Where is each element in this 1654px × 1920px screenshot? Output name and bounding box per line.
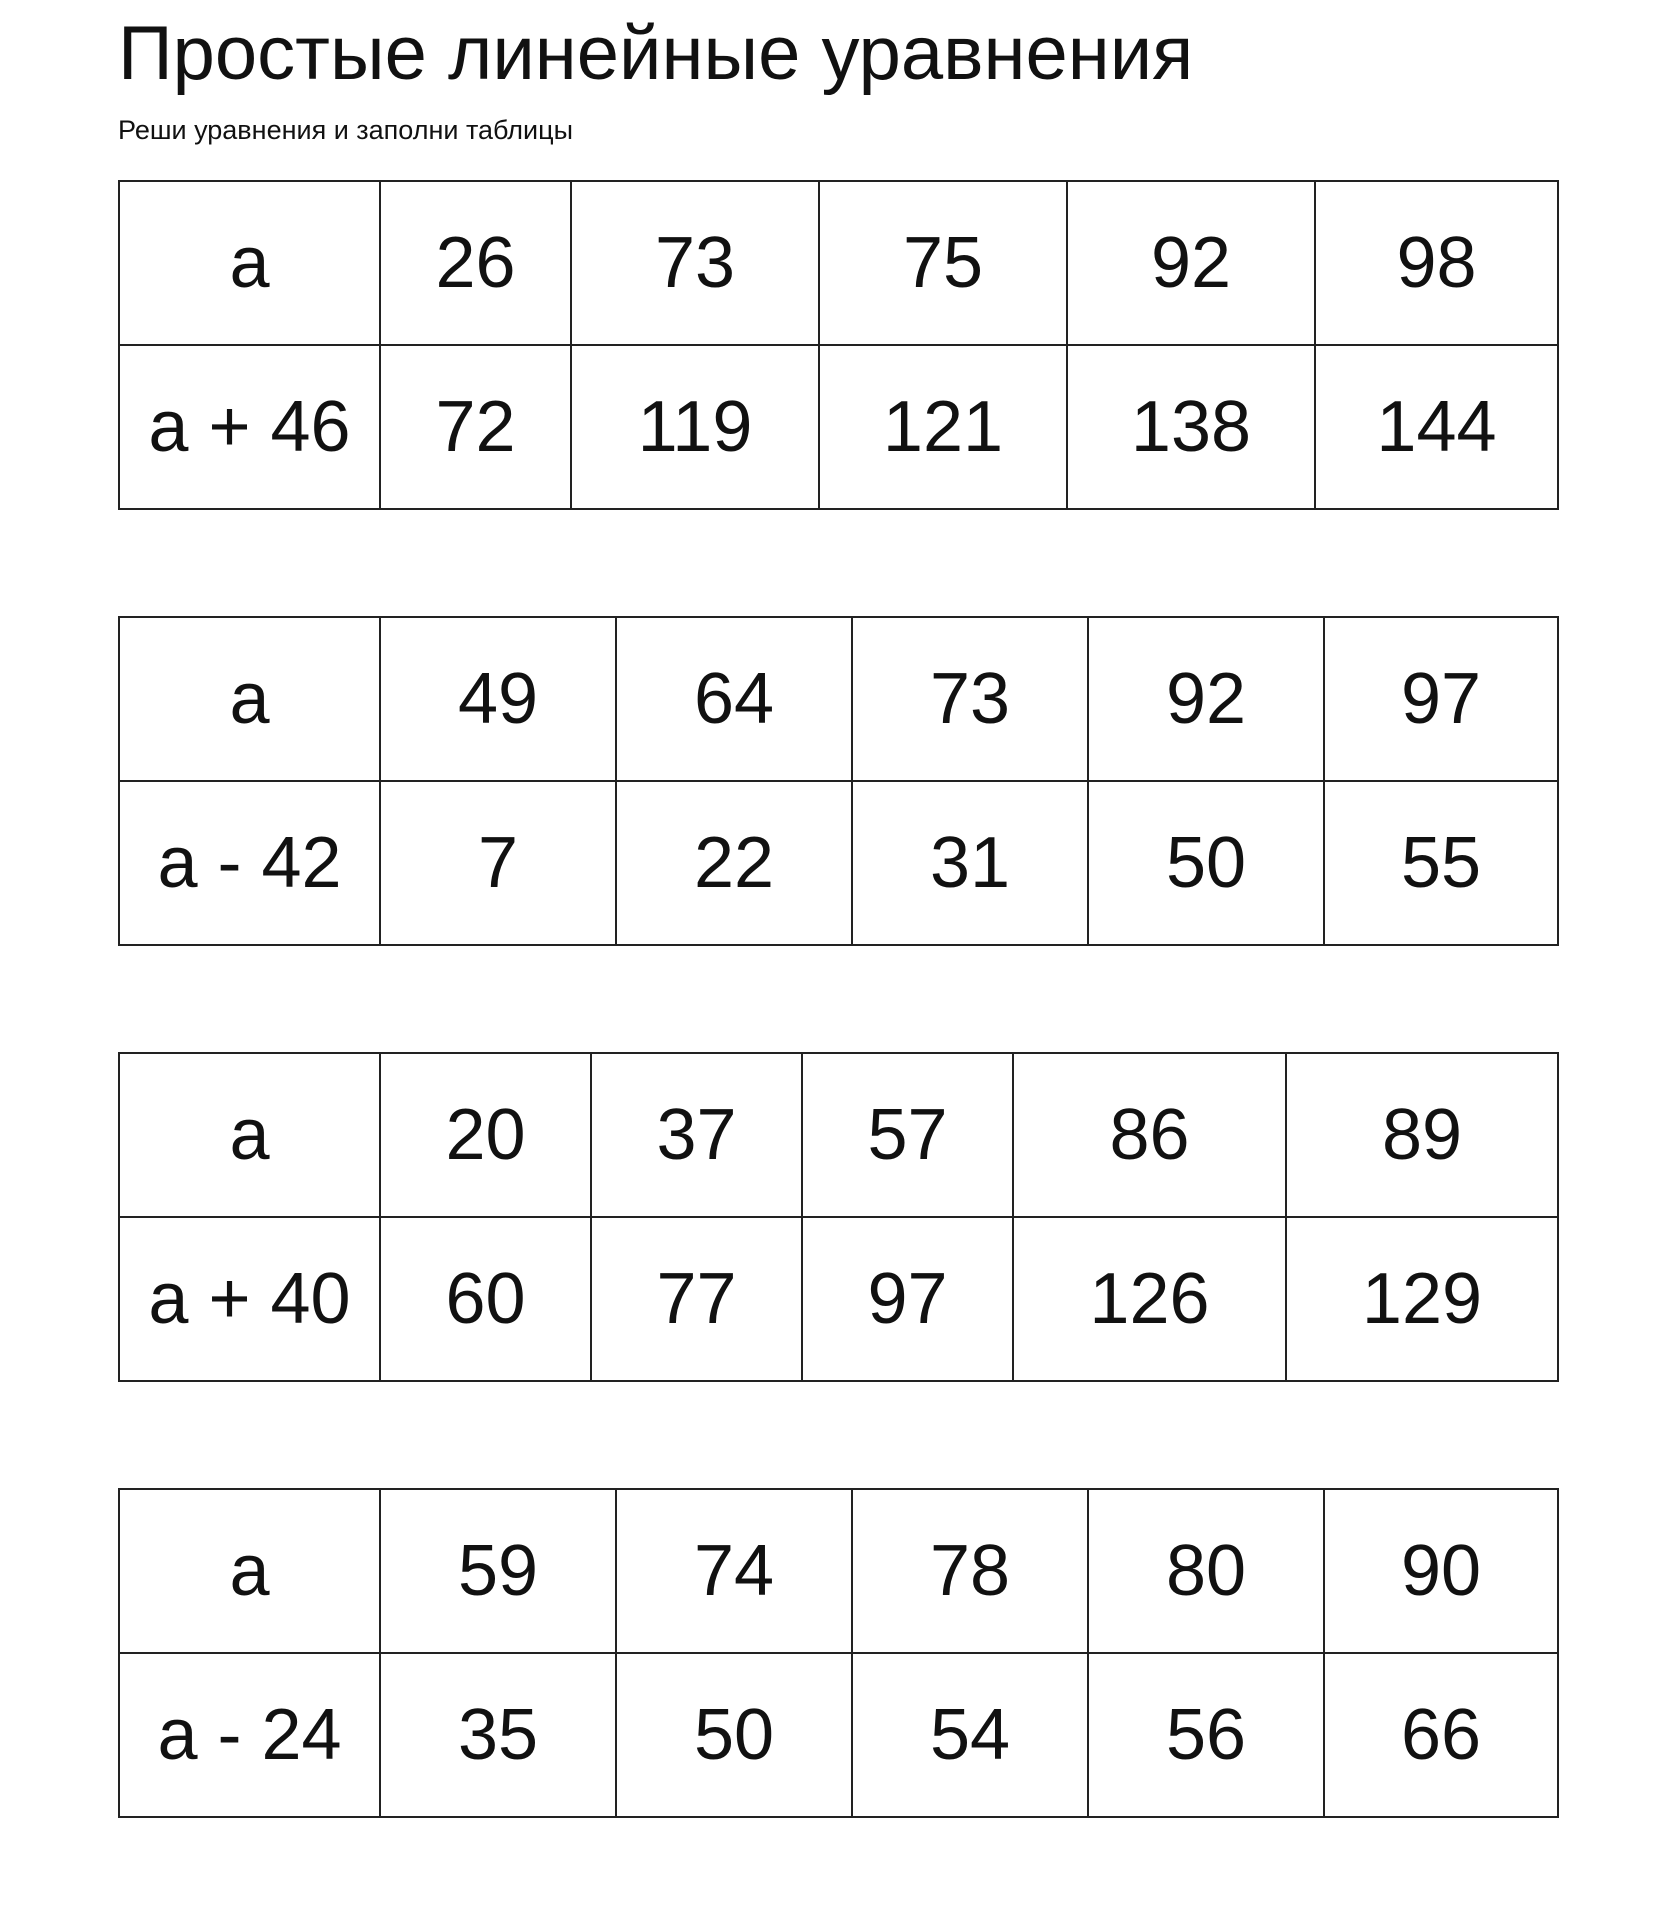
- answer-cell: 72: [380, 345, 571, 509]
- answer-cell: 50: [1088, 781, 1324, 945]
- equation-table: [118, 1052, 1559, 1382]
- table-row: [119, 1217, 1558, 1381]
- answer-cell: 54: [852, 1653, 1088, 1817]
- table-row: [119, 781, 1558, 945]
- value-cell: 49: [380, 617, 616, 781]
- value-cell: 20: [380, 1053, 591, 1217]
- value-cell: 90: [1324, 1489, 1558, 1653]
- answer-cell: 7: [380, 781, 616, 945]
- expression-label-cell: a + 46: [119, 345, 380, 509]
- answer-cell: 144: [1315, 345, 1558, 509]
- answer-cell: 60: [380, 1217, 591, 1381]
- value-cell: 80: [1088, 1489, 1324, 1653]
- table-row: [119, 1653, 1558, 1817]
- value-cell: 59: [380, 1489, 616, 1653]
- value-cell: 89: [1286, 1053, 1558, 1217]
- answer-cell: 121: [819, 345, 1067, 509]
- variable-label-cell: a: [119, 1489, 380, 1653]
- expression-label-cell: a - 42: [119, 781, 380, 945]
- value-cell: 74: [616, 1489, 852, 1653]
- equation-table: [118, 616, 1559, 946]
- value-cell: 92: [1088, 617, 1324, 781]
- value-cell: 26: [380, 181, 571, 345]
- variable-label-cell: a: [119, 1053, 380, 1217]
- answer-cell: 50: [616, 1653, 852, 1817]
- table-row: [119, 1489, 1558, 1653]
- value-cell: 97: [1324, 617, 1558, 781]
- answer-cell: 126: [1013, 1217, 1286, 1381]
- answer-cell: 35: [380, 1653, 616, 1817]
- value-cell: 86: [1013, 1053, 1286, 1217]
- answer-cell: 138: [1067, 345, 1315, 509]
- answer-cell: 55: [1324, 781, 1558, 945]
- table-row: [119, 1053, 1558, 1217]
- answer-cell: 119: [571, 345, 819, 509]
- value-cell: 57: [802, 1053, 1013, 1217]
- expression-label-cell: a - 24: [119, 1653, 380, 1817]
- answer-cell: 31: [852, 781, 1088, 945]
- page-title: Простые линейные уравнения: [118, 11, 1194, 96]
- answer-cell: 66: [1324, 1653, 1558, 1817]
- value-cell: 73: [571, 181, 819, 345]
- value-cell: 75: [819, 181, 1067, 345]
- equation-table: [118, 180, 1559, 510]
- expression-label-cell: a + 40: [119, 1217, 380, 1381]
- variable-label-cell: a: [119, 617, 380, 781]
- value-cell: 37: [591, 1053, 802, 1217]
- table-row: [119, 181, 1558, 345]
- answer-cell: 129: [1286, 1217, 1558, 1381]
- answer-cell: 97: [802, 1217, 1013, 1381]
- table-row: [119, 345, 1558, 509]
- value-cell: 92: [1067, 181, 1315, 345]
- answer-cell: 56: [1088, 1653, 1324, 1817]
- answer-cell: 22: [616, 781, 852, 945]
- value-cell: 98: [1315, 181, 1558, 345]
- equation-table: [118, 1488, 1559, 1818]
- value-cell: 78: [852, 1489, 1088, 1653]
- table-row: [119, 617, 1558, 781]
- value-cell: 73: [852, 617, 1088, 781]
- answer-cell: 77: [591, 1217, 802, 1381]
- variable-label-cell: a: [119, 181, 380, 345]
- value-cell: 64: [616, 617, 852, 781]
- instructions-text: Реши уравнения и заполни таблицы: [118, 115, 574, 145]
